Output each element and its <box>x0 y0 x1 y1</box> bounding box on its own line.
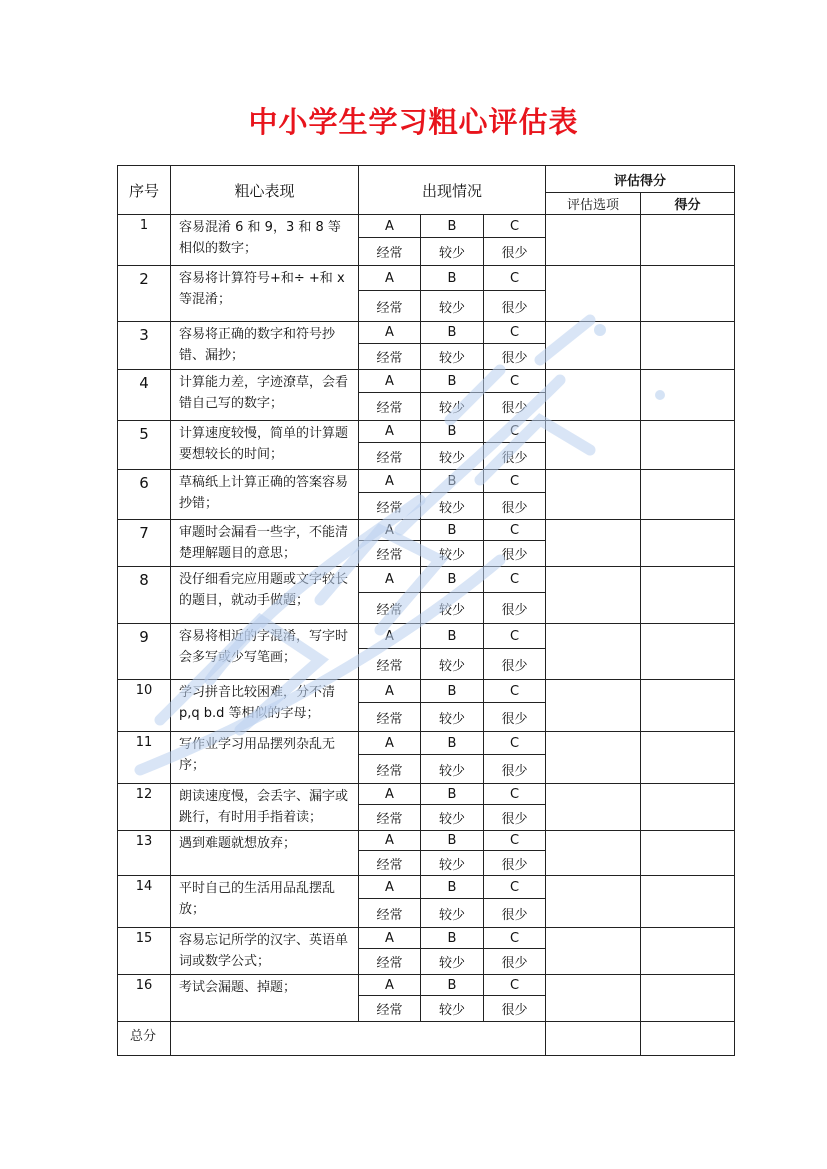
option-letter-2[interactable]: C <box>484 876 546 899</box>
option-label-0[interactable]: 经常 <box>359 949 421 975</box>
score-cell[interactable] <box>641 266 735 322</box>
row-description: 没仔细看完应用题或文字较长的题目，就动手做题； <box>171 567 359 624</box>
row-number: 12 <box>118 784 171 831</box>
row-number: 13 <box>118 831 171 876</box>
row-description: 计算能力差，字迹潦草，会看错自己写的数字； <box>171 370 359 421</box>
eval-option-cell[interactable] <box>546 322 641 370</box>
row-description: 考试会漏题、掉题； <box>171 975 359 1022</box>
total-value-cell[interactable] <box>171 1022 546 1056</box>
header-seq: 序号 <box>118 166 171 215</box>
row-number: 6 <box>118 470 171 520</box>
eval-option-cell[interactable] <box>546 470 641 520</box>
table-row <box>118 680 735 703</box>
option-label-1[interactable]: 较少 <box>421 344 484 370</box>
option-label-2[interactable]: 很少 <box>484 541 546 567</box>
option-letter-0[interactable]: A <box>359 215 421 238</box>
table-row <box>118 784 735 805</box>
option-letter-2[interactable]: C <box>484 831 546 851</box>
option-label-1[interactable]: 较少 <box>421 649 484 680</box>
table-row <box>118 520 735 541</box>
score-cell[interactable] <box>641 680 735 732</box>
eval-option-cell[interactable] <box>546 567 641 624</box>
option-label-1[interactable]: 较少 <box>421 805 484 831</box>
row-description: 容易忘记所学的汉字、英语单词或数学公式； <box>171 928 359 975</box>
table-row <box>118 421 735 443</box>
option-letter-1[interactable]: B <box>421 876 484 899</box>
row-description: 容易将计算符号+和÷ +和 x 等混淆； <box>171 266 359 322</box>
row-description: 学习拼音比较困难，分不清 p,q b.d 等相似的字母； <box>171 680 359 732</box>
option-letter-2[interactable]: C <box>484 567 546 593</box>
score-cell[interactable] <box>641 421 735 470</box>
option-label-2[interactable]: 很少 <box>484 755 546 784</box>
row-description: 计算速度较慢，简单的计算题要想较长的时间； <box>171 421 359 470</box>
option-letter-0[interactable]: A <box>359 784 421 805</box>
option-label-2[interactable]: 很少 <box>484 996 546 1022</box>
option-label-2[interactable]: 很少 <box>484 493 546 520</box>
option-letter-2[interactable]: C <box>484 266 546 291</box>
option-label-2[interactable]: 很少 <box>484 443 546 470</box>
option-letter-1[interactable]: B <box>421 624 484 649</box>
table-row <box>118 732 735 755</box>
option-letter-1[interactable]: B <box>421 680 484 703</box>
row-description: 写作业学习用品摆列杂乱无序； <box>171 732 359 784</box>
row-number: 9 <box>118 624 171 680</box>
option-label-0[interactable]: 经常 <box>359 755 421 784</box>
eval-option-cell[interactable] <box>546 680 641 732</box>
option-letter-2[interactable]: C <box>484 370 546 393</box>
option-letter-0[interactable]: A <box>359 732 421 755</box>
score-cell[interactable] <box>641 732 735 784</box>
option-letter-0[interactable]: A <box>359 624 421 649</box>
score-cell[interactable] <box>641 470 735 520</box>
option-label-2[interactable]: 很少 <box>484 851 546 876</box>
option-label-0[interactable]: 经常 <box>359 593 421 624</box>
eval-option-cell[interactable] <box>546 975 641 1022</box>
option-letter-2[interactable]: C <box>484 421 546 443</box>
option-letter-0[interactable]: A <box>359 266 421 291</box>
row-description: 容易将正确的数字和符号抄错、漏抄； <box>171 322 359 370</box>
table-row <box>118 266 735 291</box>
option-letter-2[interactable]: C <box>484 520 546 541</box>
option-label-0[interactable]: 经常 <box>359 851 421 876</box>
option-letter-0[interactable]: A <box>359 680 421 703</box>
option-label-1[interactable]: 较少 <box>421 996 484 1022</box>
row-description: 草稿纸上计算正确的答案容易抄错； <box>171 470 359 520</box>
option-letter-1[interactable]: B <box>421 266 484 291</box>
table-row <box>118 470 735 493</box>
row-number: 1 <box>118 215 171 266</box>
score-cell[interactable] <box>641 370 735 421</box>
option-label-0[interactable]: 经常 <box>359 805 421 831</box>
option-letter-2[interactable]: C <box>484 624 546 649</box>
option-label-1[interactable]: 较少 <box>421 703 484 732</box>
option-letter-2[interactable]: C <box>484 928 546 949</box>
score-cell[interactable] <box>641 831 735 876</box>
eval-option-cell[interactable] <box>546 624 641 680</box>
option-label-2[interactable]: 很少 <box>484 291 546 322</box>
header-score: 得分 <box>641 193 735 215</box>
option-letter-0[interactable]: A <box>359 928 421 949</box>
option-label-0[interactable]: 经常 <box>359 996 421 1022</box>
header-behavior: 粗心表现 <box>171 166 359 215</box>
option-label-0[interactable]: 经常 <box>359 238 421 266</box>
option-label-2[interactable]: 很少 <box>484 649 546 680</box>
row-description: 遇到难题就想放弃； <box>171 831 359 876</box>
score-cell[interactable] <box>641 928 735 975</box>
option-letter-0[interactable]: A <box>359 567 421 593</box>
option-letter-2[interactable]: C <box>484 322 546 344</box>
option-label-2[interactable]: 很少 <box>484 805 546 831</box>
eval-option-cell[interactable] <box>546 215 641 266</box>
option-label-1[interactable]: 较少 <box>421 541 484 567</box>
eval-option-cell[interactable] <box>546 520 641 567</box>
score-cell[interactable] <box>641 567 735 624</box>
score-cell[interactable] <box>641 520 735 567</box>
row-number: 16 <box>118 975 171 1022</box>
header-occurrence: 出现情况 <box>359 166 546 215</box>
table-row <box>118 567 735 593</box>
total-label: 总分 <box>118 1022 171 1056</box>
option-letter-1[interactable]: B <box>421 370 484 393</box>
option-label-1[interactable]: 较少 <box>421 755 484 784</box>
option-label-1[interactable]: 较少 <box>421 899 484 928</box>
table-row <box>118 370 735 393</box>
row-number: 11 <box>118 732 171 784</box>
option-label-2[interactable]: 很少 <box>484 393 546 421</box>
table-row <box>118 975 735 996</box>
eval-option-cell[interactable] <box>546 831 641 876</box>
option-label-0[interactable]: 经常 <box>359 493 421 520</box>
option-label-1[interactable]: 较少 <box>421 393 484 421</box>
option-label-0[interactable]: 经常 <box>359 541 421 567</box>
row-number: 15 <box>118 928 171 975</box>
page-title: 中小学生学习粗心评估表 <box>248 105 579 139</box>
option-label-0[interactable]: 经常 <box>359 344 421 370</box>
table-row <box>118 928 735 949</box>
option-letter-1[interactable]: B <box>421 215 484 238</box>
option-letter-0[interactable]: A <box>359 876 421 899</box>
row-number: 7 <box>118 520 171 567</box>
option-label-2[interactable]: 很少 <box>484 703 546 732</box>
row-description: 审题时会漏看一些字，不能清楚理解题目的意思； <box>171 520 359 567</box>
option-label-1[interactable]: 较少 <box>421 291 484 322</box>
option-letter-1[interactable]: B <box>421 732 484 755</box>
option-letter-2[interactable]: C <box>484 470 546 493</box>
option-letter-1[interactable]: B <box>421 421 484 443</box>
score-cell[interactable] <box>641 215 735 266</box>
option-label-1[interactable]: 较少 <box>421 493 484 520</box>
header-eval-option: 评估选项 <box>546 193 641 215</box>
option-label-1[interactable]: 较少 <box>421 443 484 470</box>
option-label-2[interactable]: 很少 <box>484 593 546 624</box>
option-letter-1[interactable]: B <box>421 928 484 949</box>
row-description: 朗读速度慢，会丢字、漏字或跳行，有时用手指着读； <box>171 784 359 831</box>
option-letter-0[interactable]: A <box>359 322 421 344</box>
option-label-2[interactable]: 很少 <box>484 238 546 266</box>
option-label-1[interactable]: 较少 <box>421 593 484 624</box>
eval-option-cell[interactable] <box>546 876 641 928</box>
total-option-cell[interactable] <box>546 1022 641 1056</box>
option-label-0[interactable]: 经常 <box>359 291 421 322</box>
table-row <box>118 322 735 344</box>
eval-option-cell[interactable] <box>546 928 641 975</box>
option-letter-0[interactable]: A <box>359 421 421 443</box>
option-letter-2[interactable]: C <box>484 680 546 703</box>
score-cell[interactable] <box>641 784 735 831</box>
score-cell[interactable] <box>641 876 735 928</box>
score-cell[interactable] <box>641 624 735 680</box>
option-letter-1[interactable]: B <box>421 784 484 805</box>
eval-option-cell[interactable] <box>546 732 641 784</box>
table-row <box>118 624 735 649</box>
option-label-0[interactable]: 经常 <box>359 443 421 470</box>
option-label-0[interactable]: 经常 <box>359 703 421 732</box>
option-letter-1[interactable]: B <box>421 831 484 851</box>
row-description: 容易将相近的字混淆，写字时会多写或少写笔画； <box>171 624 359 680</box>
score-cell[interactable] <box>641 322 735 370</box>
option-letter-1[interactable]: B <box>421 520 484 541</box>
row-number: 14 <box>118 876 171 928</box>
option-label-2[interactable]: 很少 <box>484 899 546 928</box>
assessment-table <box>117 165 735 1056</box>
row-number: 3 <box>118 322 171 370</box>
row-number: 8 <box>118 567 171 624</box>
option-letter-1[interactable]: B <box>421 975 484 996</box>
option-label-0[interactable]: 经常 <box>359 899 421 928</box>
row-number: 10 <box>118 680 171 732</box>
row-number: 5 <box>118 421 171 470</box>
option-letter-2[interactable]: C <box>484 975 546 996</box>
option-letter-2[interactable]: C <box>484 732 546 755</box>
option-letter-0[interactable]: A <box>359 831 421 851</box>
option-label-1[interactable]: 较少 <box>421 851 484 876</box>
eval-option-cell[interactable] <box>546 370 641 421</box>
option-label-0[interactable]: 经常 <box>359 649 421 680</box>
row-number: 2 <box>118 266 171 322</box>
option-label-2[interactable]: 很少 <box>484 949 546 975</box>
option-letter-0[interactable]: A <box>359 975 421 996</box>
table-row <box>118 831 735 851</box>
table-row <box>118 876 735 899</box>
score-cell[interactable] <box>641 975 735 1022</box>
option-letter-1[interactable]: B <box>421 470 484 493</box>
eval-option-cell[interactable] <box>546 421 641 470</box>
table-row <box>118 215 735 238</box>
option-label-0[interactable]: 经常 <box>359 393 421 421</box>
option-letter-0[interactable]: A <box>359 520 421 541</box>
option-label-1[interactable]: 较少 <box>421 238 484 266</box>
option-letter-1[interactable]: B <box>421 322 484 344</box>
row-description: 容易混淆 6 和 9，3 和 8 等相似的数字； <box>171 215 359 266</box>
eval-option-cell[interactable] <box>546 266 641 322</box>
option-letter-0[interactable]: A <box>359 470 421 493</box>
header-eval-score: 评估得分 <box>546 166 735 193</box>
row-description: 平时自己的生活用品乱摆乱放； <box>171 876 359 928</box>
total-score-cell[interactable] <box>641 1022 735 1056</box>
option-letter-2[interactable]: C <box>484 784 546 805</box>
option-letter-0[interactable]: A <box>359 370 421 393</box>
option-letter-2[interactable]: C <box>484 215 546 238</box>
row-number: 4 <box>118 370 171 421</box>
option-label-2[interactable]: 很少 <box>484 344 546 370</box>
option-letter-1[interactable]: B <box>421 567 484 593</box>
option-label-1[interactable]: 较少 <box>421 949 484 975</box>
eval-option-cell[interactable] <box>546 784 641 831</box>
